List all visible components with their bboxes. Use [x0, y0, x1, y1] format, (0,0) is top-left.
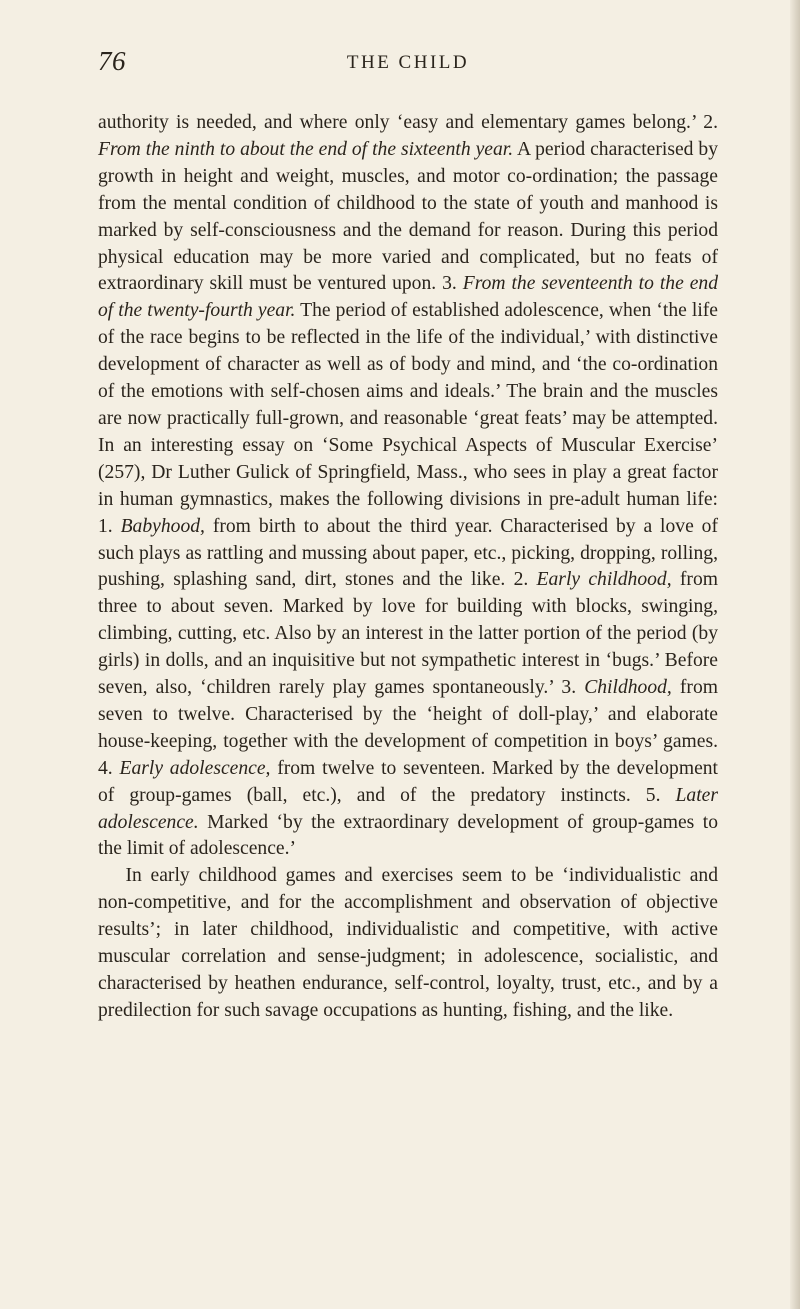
paragraph	[98, 863, 718, 1024]
page-header	[98, 46, 718, 82]
text-run: from birth to about the third year. Characterised by a love of such plays as rattling and mussing about paper, etc., picking, dropping, rolling, pushing, splashing sand, dirt, stones and the like. 2.	[98, 515, 718, 591]
italic-phrase: Later adolescence.	[98, 784, 718, 833]
italic-phrase: From the seventeenth to the end of the twenty-fourth year.	[98, 273, 718, 322]
text-run: The period of established adolescence, when ‘the life of the race begins to be reflected in the life of the individual,’ with distinctive development of character as well as of body and mind, and ‘the co-ordination of the emotions with self-chosen aims and ideals.’ The brain and the muscles are now practically full-grown, and reasonable ‘great feats’ may be attempted. In an interesting essay on ‘Some Psychical Aspects of Muscular Exercise’ (257), Dr Luther Gulick of Springfield, Mass., who sees in play a great factor in human gymnastics, makes the following divisions in pre-adult human life: 1.	[98, 300, 718, 537]
text-run: authority is needed, and where only ‘easy and elementary games belong.’ 2.	[98, 112, 718, 133]
text-run: Marked ‘by the extraordinary development of group-games to the limit of adolescence.’	[98, 811, 718, 860]
text-run: from three to about seven. Marked by love for building with blocks, swinging, climbing, cutting, etc. Also by an interest in the latter portion of the period (by girls) in dolls, and an inquisitive but not sympathetic interest in ‘bugs.’ Before seven, also, ‘children rarely play games spontaneously.’ 3.	[98, 569, 718, 699]
body-text	[98, 110, 718, 1025]
text-run: from seven to twelve. Characterised by the ‘height of doll-play,’ and elaborate house-keeping, together with the development of competition in boys’ games. 4.	[98, 677, 718, 779]
text-run: In early childhood games and exercises seem to be ‘individualistic and non-competitive, and for the accomplishment and observation of objective results’; in later childhood, individualistic and competitive, with active muscular correlation and sense-judgment; in adolescence, socialistic, and characterised by heathen endurance, self-control, loyalty, trust, etc., and by a predilection for such savage occupations as hunting, fishing, and the like.	[98, 865, 718, 1021]
text-run: A period characterised by growth in height and weight, muscles, and motor co-ordination; the passage from the mental condition of childhood to the state of youth and manhood is marked by self-consciousness and the demand for reason. During this period physical education may be more varied and complicated, but no feats of extraordinary skill must be ventured upon. 3.	[98, 138, 718, 295]
text-run: from twelve to seventeen. Marked by the development of group-games (ball, etc.), and of the predatory instincts. 5.	[98, 757, 719, 806]
italic-phrase: Early adolescence,	[119, 757, 271, 779]
running-head: THE CHILD	[346, 52, 470, 73]
italic-phrase: Babyhood,	[120, 515, 205, 537]
italic-phrase: From the ninth to about the end of the sixteenth year.	[98, 138, 514, 160]
page-number: 76	[98, 46, 126, 76]
paragraph	[98, 110, 718, 863]
page-edge	[790, 0, 800, 1309]
italic-phrase: Early childhood,	[536, 569, 672, 591]
italic-phrase: Childhood,	[584, 677, 672, 699]
